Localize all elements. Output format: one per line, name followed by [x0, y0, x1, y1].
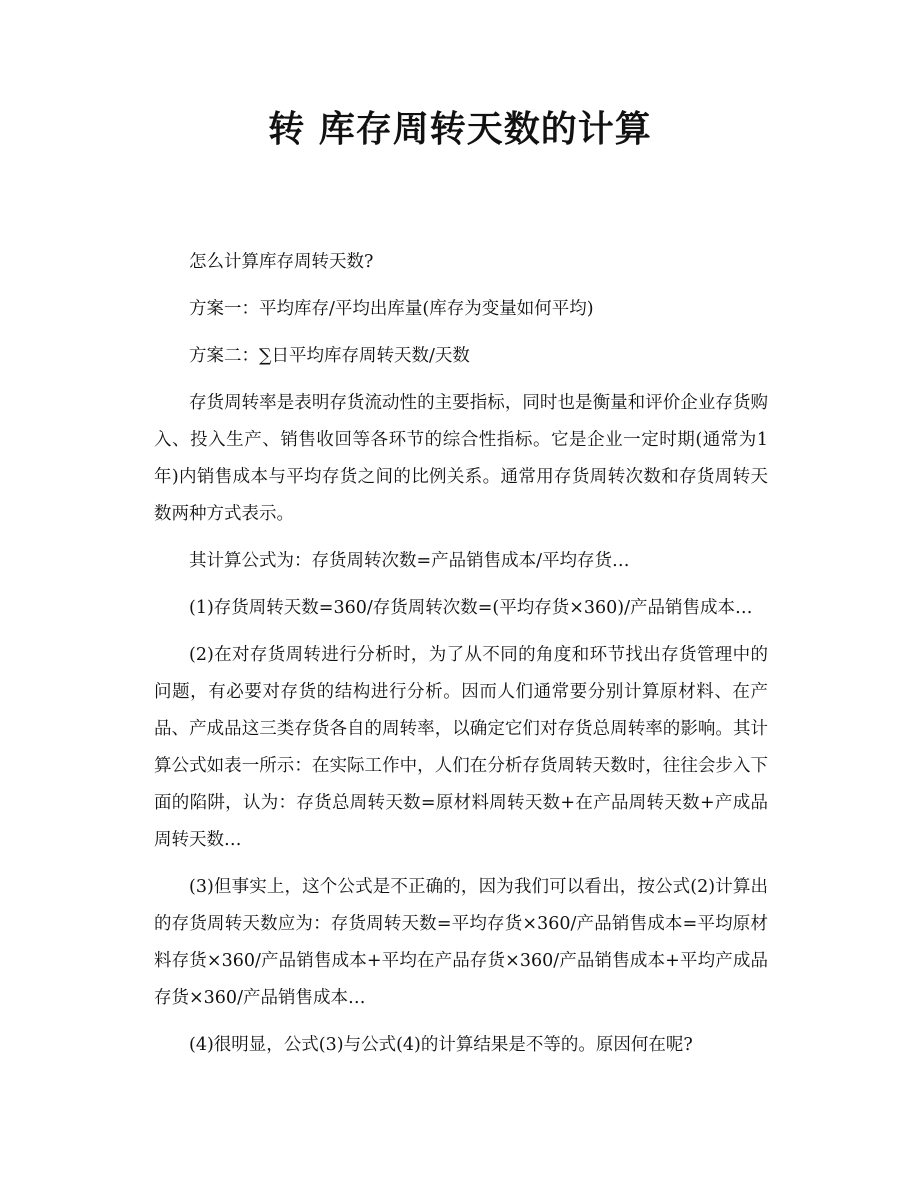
paragraph-formula-4: (4)很明显，公式(3)与公式(4)的计算结果是不等的。原因何在呢? [189, 1035, 693, 1055]
paragraph-formula-3: (3)但事实上，这个公式是不正确的，因为我们可以看出，按公式(2)计算出的存货周转天数应为：存货周转天数=平均存货×360/产品销售成本=平均原材料存货×360/产品销售成本+平均在产品存货×360/产品销售成本+平均产成品存货×360/产品销售成本… [154, 877, 768, 1008]
paragraph-question: 怎么计算库存周转天数? [189, 252, 374, 272]
document-title: 转 库存周转天数的计算 [268, 109, 652, 150]
document-body [154, 244, 768, 1074]
paragraph-plan-one: 方案一：平均库存/平均出库量(库存为变量如何平均) [189, 299, 594, 319]
paragraph-turnover-definition: 存货周转率是表明存货流动性的主要指标，同时也是衡量和评价企业存货购入、投入生产、销售收回等各环节的综合性指标。它是企业一定时期(通常为1年)内销售成本与平均存货之间的比例关系。通常用存货周转次数和存货周转天数两种方式表示。 [154, 393, 768, 524]
paragraph-formula-intro: 其计算公式为：存货周转次数=产品销售成本/平均存货… [189, 551, 630, 571]
paragraph-formula-1: (1)存货周转天数=360/存货周转次数=(平均存货×360)/产品销售成本… [189, 598, 753, 618]
paragraph-formula-2: (2)在对存货周转进行分析时，为了从不同的角度和环节找出存货管理中的问题，有必要对存货的结构进行分析。因而人们通常要分别计算原材料、在产品、产成品这三类存货各自的周转率，以确定它们对存货总周转率的影响。其计算公式如表一所示：在实际工作中，人们在分析存货周转天数时，往往会步入下面的陷阱，认为：存货总周转天数=原材料周转天数+在产品周转天数+产成品周转天数… [154, 645, 768, 850]
paragraph-plan-two: 方案二：∑日平均库存周转天数/天数 [189, 346, 470, 366]
